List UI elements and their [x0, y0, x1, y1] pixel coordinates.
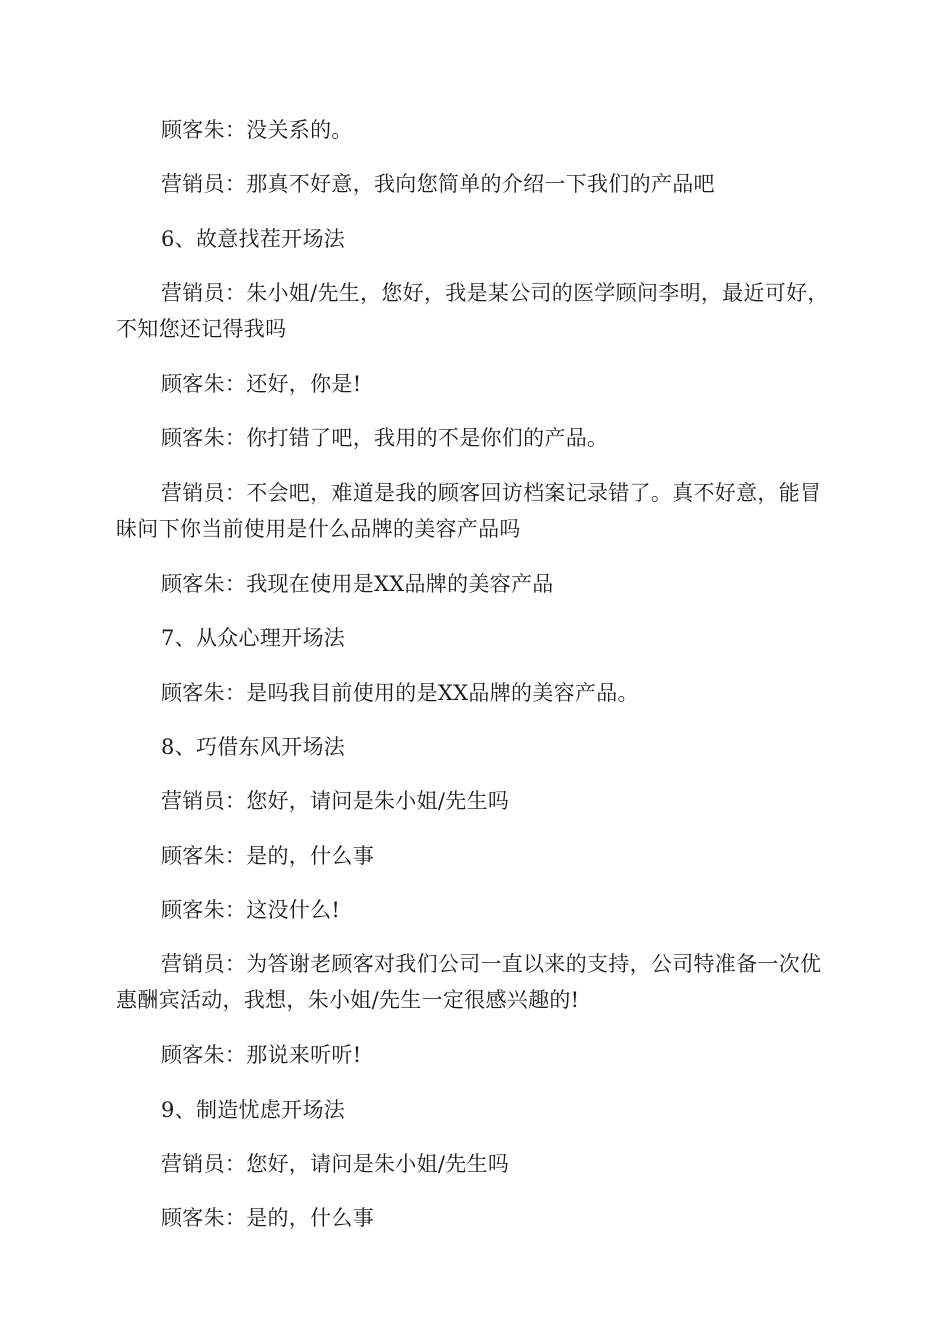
section-heading-6: 6、故意找茬开场法 — [161, 227, 346, 251]
section-heading-8: 8、巧借东风开场法 — [161, 735, 346, 759]
paragraph-14: 顾客朱：这没什么! — [161, 898, 341, 922]
paragraph-2: 营销员：那真不好意，我向您简单的介绍一下我们的产品吧 — [161, 172, 715, 196]
paragraph-10: 顾客朱：是吗我目前使用的是XX品牌的美容产品。 — [161, 681, 639, 705]
section-heading-9: 9、制造忧虑开场法 — [161, 1098, 346, 1122]
paragraph-18: 营销员：您好，请问是朱小姐/先生吗 — [161, 1152, 510, 1176]
paragraph-7: 营销员：不会吧，难道是我的顾客回访档案记录错了。真不好意，能冒昧问下你当前使用是什么品牌的美容产品吗 — [116, 481, 822, 541]
paragraph-15: 营销员：为答谢老顾客对我们公司一直以来的支持，公司特准备一次优惠酬宾活动，我想，朱小姐/先生一定很感兴趣的! — [116, 952, 822, 1012]
paragraph-8: 顾客朱：我现在使用是XX品牌的美容产品 — [161, 572, 554, 596]
paragraph-6: 顾客朱：你打错了吧，我用的不是你们的产品。 — [161, 426, 609, 450]
paragraph-1: 顾客朱：没关系的。 — [161, 118, 353, 142]
paragraph-16: 顾客朱：那说来听听! — [161, 1043, 362, 1067]
paragraph-4: 营销员：朱小姐/先生，您好，我是某公司的医学顾问李明，最近可好，不知您还记得我吗 — [116, 281, 829, 341]
section-heading-7: 7、从众心理开场法 — [161, 626, 346, 650]
paragraph-19: 顾客朱：是的，什么事 — [161, 1206, 374, 1230]
paragraph-13: 顾客朱：是的，什么事 — [161, 844, 374, 868]
paragraph-12: 营销员：您好，请问是朱小姐/先生吗 — [161, 789, 510, 813]
paragraph-5: 顾客朱：还好，你是! — [161, 372, 362, 396]
